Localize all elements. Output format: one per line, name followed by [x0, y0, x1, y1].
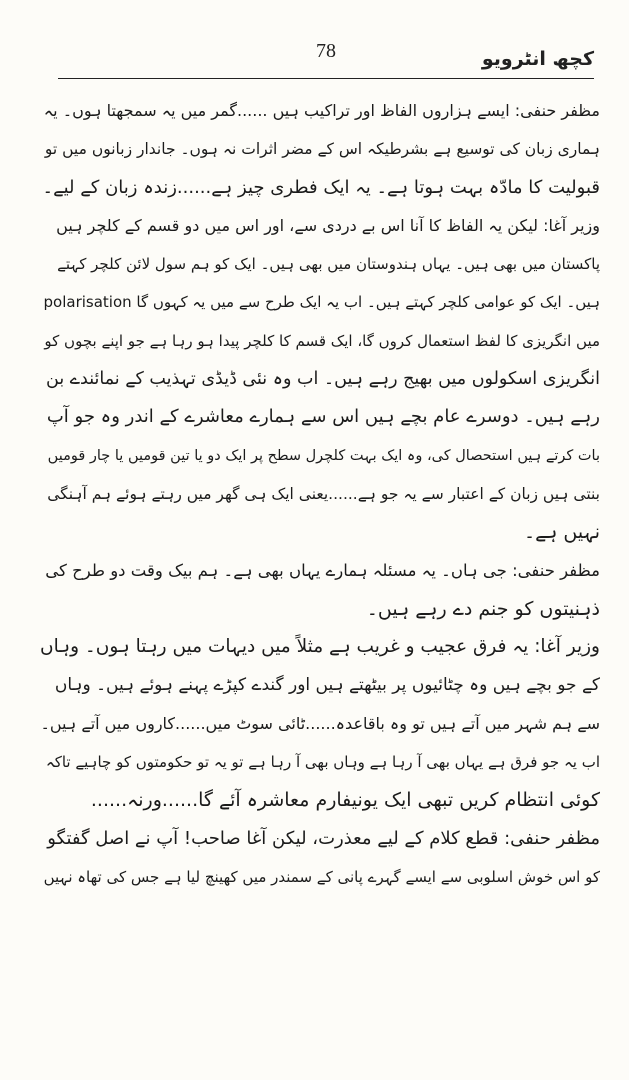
text-line: کو اس خوش اسلوبی سے ایسے گہرے پانی کے سمندر میں کھینچ لیا ہے جس کی تھاہ نہیں	[43, 867, 600, 886]
text-line: نہیں ہے۔	[523, 521, 600, 544]
text-line: کے جو بچے ہیں وہ چٹائیوں پر بیٹھتے ہیں اور گندے کپڑے پہنے ہوئے ہیں۔ وہاں	[54, 675, 600, 696]
text-line: انگریزی اسکولوں میں بھیج رہے ہیں۔ اب وہ نئی ڈیڈی تہذیب کے نمائندے بن	[46, 369, 600, 390]
header-rule	[58, 78, 594, 79]
text-line: سے ہم شہر میں آتے ہیں تو وہ باقاعدہ......ٹائی سوٹ میں......کاروں میں آتے ہیں۔	[40, 713, 600, 733]
text-line: مظفر حنفی: جی ہاں۔ یہ مسئلہ ہمارے یہاں بھی ہے۔ ہم بیک وقت دو طرح کی	[45, 560, 600, 580]
text-line: مظفر حنفی: قطع کلام کے لیے معذرت، لیکن آغا صاحب! آپ نے اصل گفتگو	[47, 827, 600, 849]
text-line: ہماری زبان کی توسیع ہے بشرطیکہ اس کے مضر اثرات نہ ہوں۔ جاندار زبانوں میں تو	[44, 140, 600, 159]
text-line: اب یہ جو فرق ہے یہاں بھی آ رہا ہے وہاں بھی آ رہا ہے تو یہ تو حکومتوں کو چاہیے تاکہ	[45, 753, 600, 772]
page-number: 78	[316, 40, 336, 62]
text-line: مظفر حنفی: ایسے ہزاروں الفاظ اور تراکیب ہیں ......گمر میں یہ سمجھتا ہوں۔ یہ	[43, 101, 600, 120]
text-line: وزیر آغا: یہ فرق عجیب و غریب ہے مثلاً میں دیہات میں رہتا ہوں۔ وہاں	[40, 636, 600, 658]
page-header	[58, 38, 594, 78]
text-line: قبولیت کا مادّہ بہت ہوتا ہے۔ یہ ایک فطری چیز ہے......زندہ زبان کے لیے۔	[42, 176, 600, 198]
text-line: بات کرتے ہیں استحصال کی، وہ ایک بہت کلچرل سطح پر ایک دو یا تین قومیں یا چار قومیں	[47, 447, 600, 464]
text-line: ہیں۔ ایک کو عوامی کلچر کہتے ہیں۔ اب یہ ایک طرح سے میں یہ کہوں گا polarisation	[43, 293, 600, 312]
text-line: پاکستان میں بھی ہیں۔ یہاں ہندوستان میں بھی ہیں۔ ایک کو ہم سول لائن کلچر کہتے	[57, 255, 600, 274]
text-line: بنتی ہیں زبان کے اعتبار سے یہ جو ہے......یعنی ایک ہی گھر میں رہتے ہوئے ہم آہنگی	[47, 484, 600, 503]
text-line: رہے ہیں۔ دوسرے عام بچے ہیں اس سے ہمارے معاشرے کے اندر وہ جو آپ	[46, 406, 600, 428]
body-text	[40, 92, 600, 896]
text-line: ذہنیتوں کو جنم دے رہے ہیں۔	[366, 597, 600, 620]
running-head: کچھ انٹرویو	[481, 48, 594, 70]
text-line: وزیر آغا: لیکن یہ الفاظ کا آنا اس بے دردی سے، اور اس میں دو قسم کے کلچر ہیں	[56, 215, 600, 235]
text-line: کوئی انتظام کریں تبھی ایک یونیفارم معاشرہ آئے گا......ورنہ......	[90, 789, 600, 812]
text-line: میں انگریزی کا لفظ استعمال کروں گا، ایک قسم کا کلچر پیدا ہو رہا ہے جو اپنے بچوں کو	[44, 331, 600, 350]
